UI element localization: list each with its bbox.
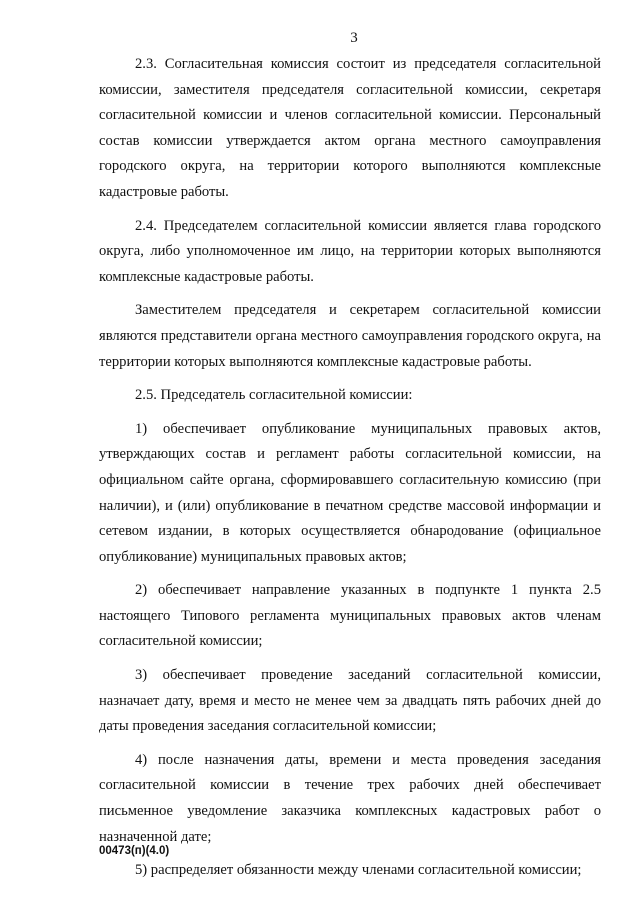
list-item-3: 3) обеспечивает проведение заседаний согласительной комиссии, назначает дату, время и место не менее чем за двадцать пять рабочих дней до даты проведения заседания согласительной комиссии; [99, 667, 601, 735]
paragraph-2-4: 2.4. Председателем согласительной комиссии является глава городского округа, либо уполномоченное им лицо, на территории которых выполняются комплексные кадастровые работы. [99, 217, 601, 285]
list-item-5: 5) распределяет обязанности между членами согласительной комиссии; [135, 862, 582, 879]
list-item-4: 4) после назначения даты, времени и места проведения заседания согласительной комиссии в течение трех рабочих дней обеспечивает письменное уведомление заказчика комплексных кадастровых работ о назначенной дате; [99, 751, 601, 845]
list-item-2: 2) обеспечивает направление указанных в подпункте 1 пункта 2.5 настоящего Типового регламента муниципальных правовых актов членам согласительной комиссии; [99, 582, 601, 650]
paragraph-deputy-secretary: Заместителем председателя и секретарем согласительной комиссии являются представители органа местного самоуправления городского округа, на территории которых выполняются комплексные кадастровые работы. [99, 302, 601, 370]
document-code: 00473(п)(4.0) [99, 845, 170, 857]
paragraph-2-5: 2.5. Председатель согласительной комиссии: [135, 387, 413, 404]
paragraph-2-3: 2.3. Согласительная комиссия состоит из председателя согласительной комиссии, заместителя председателя согласительной комиссии, секретаря согласительной комиссии и членов согласительной комиссии. Персональный состав комиссии утверждается актом органа местного самоуправления городского округа, на территории которого выполняются комплексные кадастровые работы. [99, 56, 601, 200]
list-item-1: 1) обеспечивает опубликование муниципальных правовых актов, утверждающих состав и регламент работы согласительной комиссии, на официальном сайте органа, сформировавшего согласительную комиссию (при наличии), и (или) опубликование в печатном средстве массовой информации и сетевом издании, в которых осуществляется обнародование (официальное опубликование) муниципальных правовых актов; [99, 420, 601, 565]
page-number: 3 [350, 30, 358, 46]
document-body [99, 52, 601, 884]
